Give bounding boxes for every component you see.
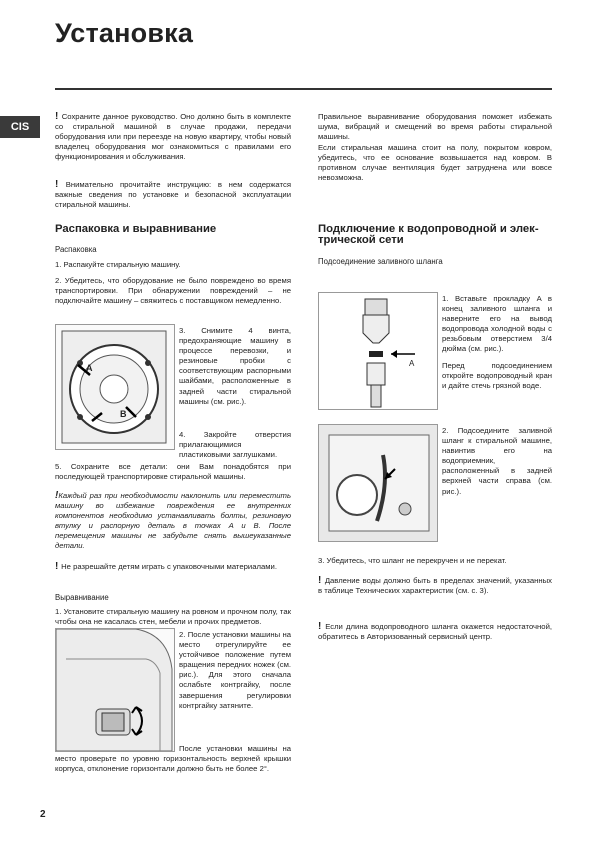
warning-water-pressure: ! Давление воды должно быть в пределах значений, указанных в таблице Технических характеристик (см. с. 3).	[318, 575, 552, 596]
unpack-step-5: 5. Сохраните все детали: они Вам понадобятся при последующей транспортировке стиральной машины.	[55, 462, 291, 482]
exclamation-icon: !	[318, 621, 326, 632]
unpack-step-1: 1. Распакуйте стиральную машину.	[55, 260, 181, 269]
exclamation-icon: !	[55, 111, 62, 122]
hose-subtitle: Подсоединение заливного шланга	[318, 257, 443, 266]
exclamation-icon: !	[55, 561, 62, 572]
level-step-3: После установки машины на место проверьте по уровню горизонтальность верхней крышки корпуса, отклонение горизонтали должно быть не более 2°.	[55, 744, 291, 774]
hose-step-1: 1. Вставьте прокладку A в конец заливного шланга и наверните его на вывод водопровода холодной воды с резьбовым отверстием 3/4 дюйма (см. рис.).	[442, 294, 552, 354]
warning-children: ! Не разрешайте детям играть с упаковочными материалами.	[55, 561, 277, 572]
carpet-note: Если стиральная машина стоит на полу, покрытом ковром, убедитесь, что ее основание возвышается над ковром. В противном случае вентиляция будет затруднена или вовсе невозможна.	[318, 143, 552, 183]
figure-machine-back	[55, 324, 175, 450]
figure-label-a: A	[409, 359, 415, 368]
figure-label-a: A	[86, 363, 93, 373]
unpack-subtitle: Распаковка	[55, 245, 97, 254]
hose-step-3: 3. Убедитесь, что шланг не перекручен и не перекат.	[318, 556, 507, 565]
warning-transport-bolts: !Каждый раз при необходимости наклонить или переместить машину во избежание повреждения ее внутренних компонентов необходимо устанавливать болты, резиновую втулку и распорную деталь в точках A и B. После перемещения машины не забудьте снять вышеуказанные детали.	[55, 490, 291, 551]
page-title: Установка	[55, 18, 194, 48]
unpack-step-4: 4. Закройте отверстия прилагающимися пластиковыми заглушками.	[179, 430, 291, 460]
level-step-2: 2. После установки машины на место отрегулируйте ее устойчивое положение путем вращения передних ножек (см. рис.). Для этого сначала ослабьте контргайку, после завершения регулировки контргайку затяните.	[179, 630, 291, 710]
language-tab: CIS	[0, 116, 40, 138]
section-connection-title: Подключение к водопроводной и элек- трической сети	[318, 223, 539, 246]
unpack-step-2: 2. Убедитесь, что оборудование не было повреждено во время транспортировки. При обнаружении повреждений – не подключайте машину – свяжитесь с поставщиком немедленно.	[55, 276, 291, 306]
figure-hose-connector	[318, 292, 438, 410]
exclamation-icon: !	[55, 490, 59, 501]
figure-hose-machine	[318, 424, 438, 542]
warning-hose-length: ! Если длина водопроводного шланга окажется недостаточной, обратитесь в Авторизованный сервисный центр.	[318, 621, 553, 642]
warning-read-instructions: ! Внимательно прочитайте инструкцию: в нем содержатся важные сведения по установке и безопасной эксплуатации стиральной машины.	[55, 179, 291, 210]
hose-step-1-note: Перед подсоединением откройте водопроводный кран и дайте стечь грязной воде.	[442, 361, 552, 391]
page-number: 2	[40, 809, 46, 820]
figure-label-b: B	[120, 409, 127, 419]
unpack-step-3: 3. Снимите 4 винта, предохраняющие машину в процессе перевозки, и резиновые пробки с соответствующим распорными шайбами, расположенные в задней части стиральной машины (см. рис.).	[179, 326, 291, 406]
figure-leveling-foot	[55, 628, 175, 752]
exclamation-icon: !	[55, 179, 66, 190]
title-rule	[55, 88, 552, 90]
exclamation-icon: !	[318, 575, 325, 586]
level-step-1: 1. Установите стиральную машину на ровном и прочном полу, так чтобы она не касалась стен, мебели и прочих предметов.	[55, 607, 291, 627]
warning-keep-manual: ! Сохраните данное руководство. Оно должно быть в комплекте со стиральной машиной в случае продажи, передачи оборудования или при переезде на новую квартиру, чтобы новый владелец оборудования мог ознакомиться с правилами его функционирования и обслуживания.	[55, 111, 291, 162]
leveling-benefit: Правильное выравнивание оборудования поможет избежать шума, вибраций и смещений во время работы стиральной машины.	[318, 112, 552, 142]
hose-step-2: 2. Подсоедините заливной шланг к стиральной машине, навинтив его на водоприемник, расположенный в задней верхней части справа (см. рис.).	[442, 426, 552, 496]
level-subtitle: Выравнивание	[55, 593, 109, 602]
section-unpack-level-title: Распаковка и выравнивание	[55, 223, 217, 235]
